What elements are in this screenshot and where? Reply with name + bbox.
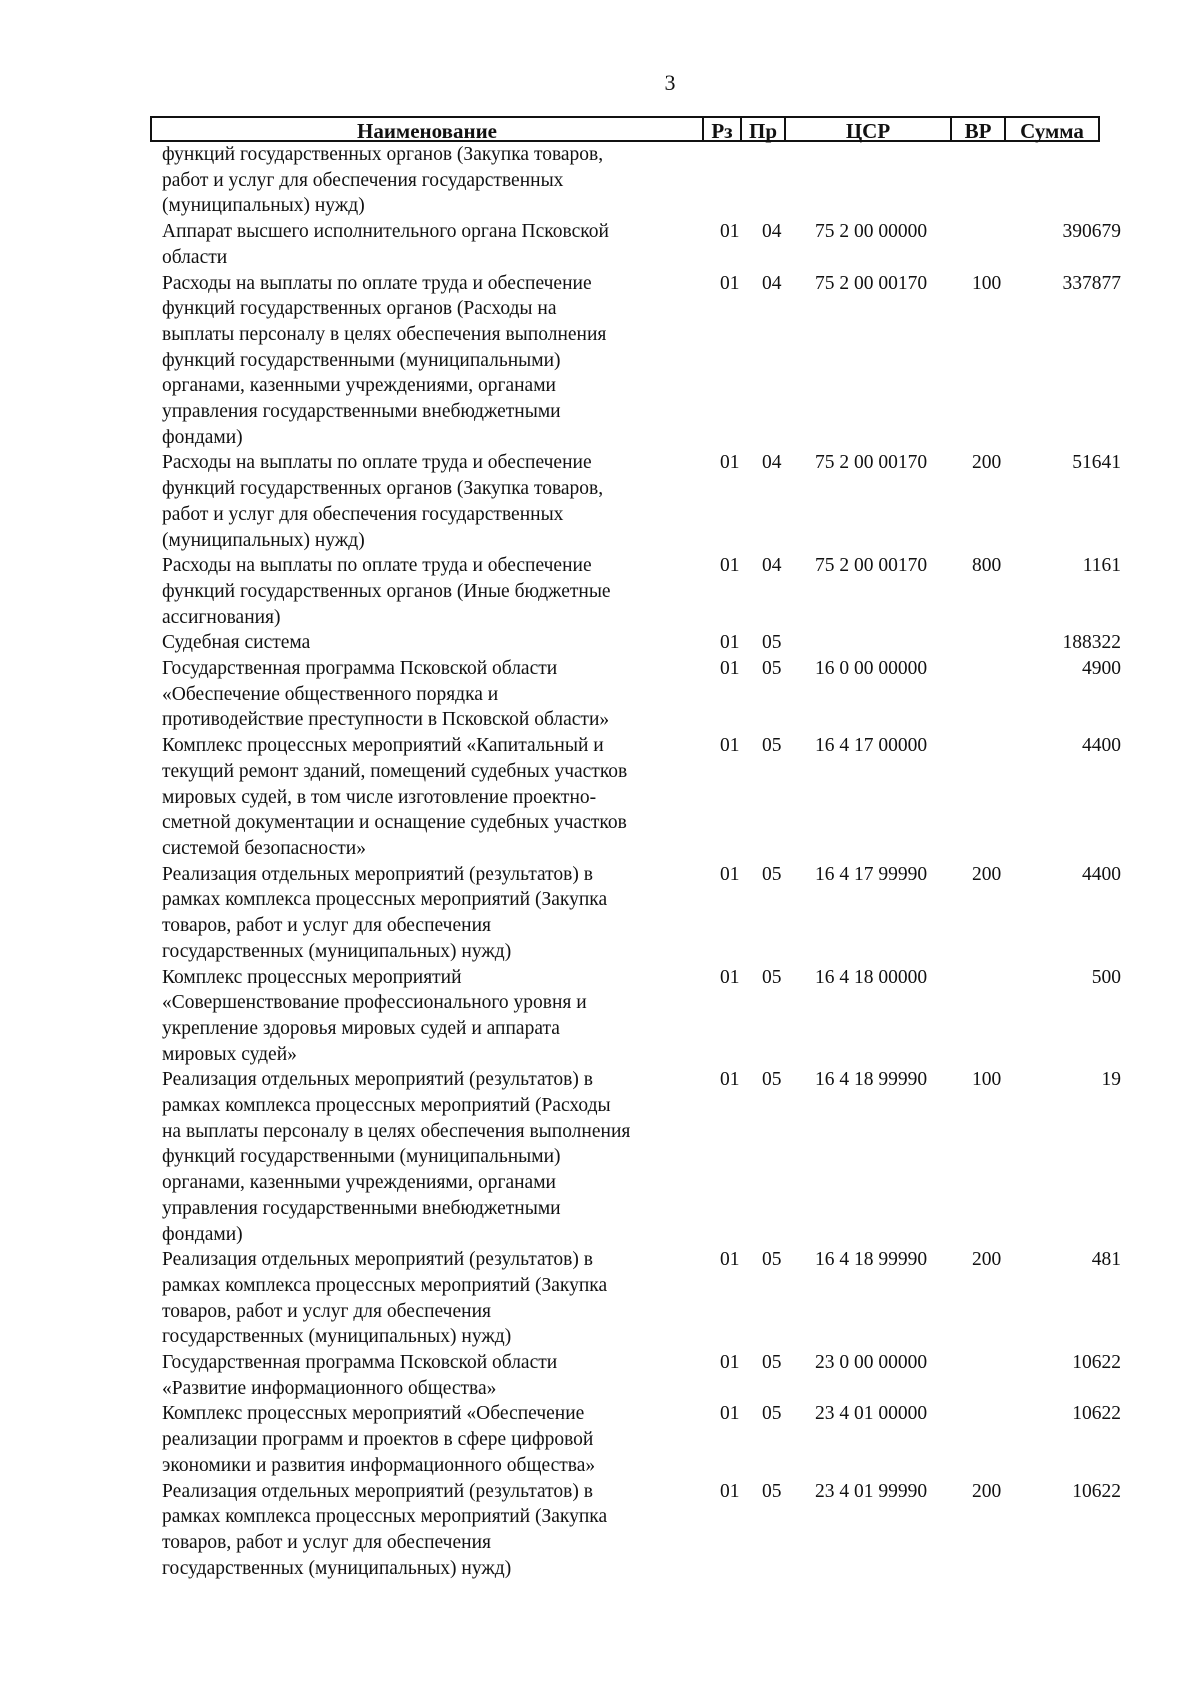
row-rz: 01 [720, 632, 740, 654]
row-name: Реализация отдельных мероприятий (результатов) в рамках комплекса процессных мероприятий (Закупка товаров, работ и услуг для обеспечения государственных (муниципальных) нужд) [162, 1249, 608, 1348]
row-csr: 16 4 18 00000 [815, 966, 928, 988]
row-csr: 23 4 01 00000 [815, 1403, 928, 1425]
row-csr: 75 2 00 00170 [815, 272, 928, 294]
row-rz: 01 [720, 658, 740, 680]
table-row [0, 1247, 1200, 1350]
row-pr: 05 [762, 1249, 782, 1271]
row-sum: 19 [1101, 1069, 1121, 1091]
row-name: Судебная система [162, 632, 311, 654]
row-rz: 01 [720, 221, 740, 243]
row-name: Государственная программа Псковской области «Обеспечение общественного порядка и противодействие преступности в Псковской области» [162, 658, 610, 731]
row-name: Комплекс процессных мероприятий «Капитальный и текущий ремонт зданий, помещений судебных участков мировых судей, в том числе изготовление проектно- сметной документации и оснащение судебных участков системой безопасности» [162, 735, 628, 859]
table-row [0, 1350, 1200, 1401]
row-vr: 800 [972, 555, 1002, 577]
row-pr: 04 [762, 221, 782, 243]
table-row [0, 733, 1200, 862]
table-header [150, 116, 1100, 142]
row-pr: 04 [762, 555, 782, 577]
row-rz: 01 [720, 966, 740, 988]
row-pr: 05 [762, 1480, 782, 1502]
row-vr: 200 [972, 452, 1002, 474]
row-rz: 01 [720, 1480, 740, 1502]
row-csr: 75 2 00 00170 [815, 452, 928, 474]
row-csr: 75 2 00 00170 [815, 555, 928, 577]
row-sum: 390679 [1062, 221, 1121, 243]
row-pr: 05 [762, 632, 782, 654]
row-pr: 05 [762, 1069, 782, 1091]
row-rz: 01 [720, 1069, 740, 1091]
row-name: Аппарат высшего исполнительного органа Псковской области [162, 221, 609, 268]
row-sum: 51641 [1072, 452, 1121, 474]
row-sum: 1161 [1082, 555, 1121, 577]
row-csr: 75 2 00 00000 [815, 221, 928, 243]
row-pr: 05 [762, 1352, 782, 1374]
header-rz: Рз [711, 119, 733, 143]
row-name: Реализация отдельных мероприятий (результатов) в рамках комплекса процессных мероприятий (Закупка товаров, работ и услуг для обеспечения государственных (муниципальных) нужд) [162, 863, 608, 962]
row-csr: 16 4 17 99990 [815, 863, 928, 885]
table-body [0, 142, 1200, 1581]
row-sum: 4900 [1082, 658, 1121, 680]
row-name: Государственная программа Псковской области «Развитие информационного общества» [162, 1352, 558, 1399]
row-sum: 4400 [1082, 863, 1121, 885]
table-row [0, 1401, 1200, 1478]
row-pr: 05 [762, 863, 782, 885]
row-csr: 16 0 00 00000 [815, 658, 928, 680]
row-pr: 05 [762, 966, 782, 988]
row-vr: 100 [972, 272, 1002, 294]
row-sum: 10622 [1072, 1403, 1121, 1425]
header-vr: ВР [964, 119, 992, 143]
table-row [0, 862, 1200, 965]
row-csr: 23 0 00 00000 [815, 1352, 928, 1374]
header-sum: Сумма [1020, 119, 1084, 143]
row-vr: 200 [972, 1480, 1002, 1502]
row-pr: 05 [762, 735, 782, 757]
row-csr: 16 4 18 99990 [815, 1249, 928, 1271]
table-row [0, 965, 1200, 1068]
row-sum: 188322 [1062, 632, 1121, 654]
row-name: Реализация отдельных мероприятий (результатов) в рамках комплекса процессных мероприятий (Расходы на выплаты персоналу в целях обеспечения выполнения функций государственными (муниципальными) органами, казенными учреждениями, органами управления государственными внебюджетными фондами) [162, 1069, 631, 1245]
row-sum: 10622 [1072, 1352, 1121, 1374]
row-vr: 100 [972, 1069, 1002, 1091]
table-row [0, 553, 1200, 630]
row-rz: 01 [720, 863, 740, 885]
row-rz: 01 [720, 1403, 740, 1425]
row-rz: 01 [720, 555, 740, 577]
row-rz: 01 [720, 452, 740, 474]
header-pr: Пр [748, 119, 777, 143]
row-pr: 05 [762, 658, 782, 680]
row-name: Расходы на выплаты по оплате труда и обеспечение функций государственных органов (Иные бюджетные ассигнования) [162, 555, 611, 628]
row-name: Комплекс процессных мероприятий «Обеспечение реализации программ и проектов в сфере цифровой экономики и развития информационного общества» [162, 1403, 596, 1476]
row-sum: 10622 [1072, 1480, 1121, 1502]
row-vr: 200 [972, 863, 1002, 885]
row-sum: 337877 [1062, 272, 1121, 294]
page-number: 3 [664, 70, 676, 95]
header-csr: ЦСР [845, 119, 891, 143]
table-row [0, 450, 1200, 553]
header-name: Наименование [357, 119, 497, 143]
row-rz: 01 [720, 1249, 740, 1271]
row-pr: 04 [762, 272, 782, 294]
row-name: Реализация отдельных мероприятий (результатов) в рамках комплекса процессных мероприятий (Закупка товаров, работ и услуг для обеспечения государственных (муниципальных) нужд) [162, 1480, 608, 1579]
row-sum: 4400 [1082, 735, 1121, 757]
table-row [0, 1479, 1200, 1582]
table-row [0, 219, 1200, 270]
row-pr: 04 [762, 452, 782, 474]
row-rz: 01 [720, 735, 740, 757]
row-sum: 500 [1091, 966, 1121, 988]
row-sum: 481 [1091, 1249, 1121, 1271]
row-rz: 01 [720, 1352, 740, 1374]
row-csr: 23 4 01 99990 [815, 1480, 928, 1502]
row-pr: 05 [762, 1403, 782, 1425]
table-row [0, 630, 1200, 656]
table-row [0, 142, 1200, 219]
table-row [0, 271, 1200, 451]
row-csr: 16 4 17 00000 [815, 735, 928, 757]
row-rz: 01 [720, 272, 740, 294]
table-row [0, 1067, 1200, 1247]
row-vr: 200 [972, 1249, 1002, 1271]
row-name: Расходы на выплаты по оплате труда и обеспечение функций государственных органов (Расходы на выплаты персоналу в целях обеспечения выполнения функций государственными (муниципальными) органами, казенными учреждениями, органами управления государственными внебюджетными фондами) [162, 272, 607, 448]
row-name: Расходы на выплаты по оплате труда и обеспечение функций государственных органов (Закупка товаров, работ и услуг для обеспечения государственных (муниципальных) нужд) [162, 452, 604, 551]
row-name: функций государственных органов (Закупка товаров, работ и услуг для обеспечения государственных (муниципальных) нужд) [162, 144, 604, 217]
table-row [0, 656, 1200, 733]
row-name: Комплекс процессных мероприятий «Совершенствование профессионального уровня и укрепление здоровья мировых судей и аппарата мировых судей» [162, 966, 587, 1065]
row-csr: 16 4 18 99990 [815, 1069, 928, 1091]
